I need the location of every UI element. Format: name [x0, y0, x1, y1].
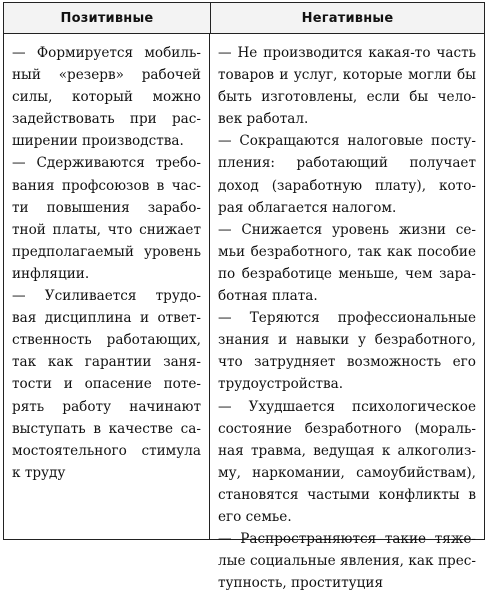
cell-text-line: му, наркомании, самоубийствам), [218, 464, 476, 481]
cell-text-line: ная травма, ведущая к алкоголиз- [218, 442, 476, 459]
cell-text-line: — Не производится какая-то часть [218, 45, 476, 61]
table-header-row [4, 3, 484, 34]
cell-text-line: его семье. [218, 508, 292, 525]
header-positive: Позитивные [4, 3, 211, 33]
cell-text-line: мостоятельного стимула [12, 442, 201, 459]
cell-text-line: знания и навыки у безработного, [218, 332, 476, 349]
consequences-table [3, 2, 485, 592]
table-body-row [4, 34, 484, 592]
cell-text-line: пления: работающий получает [218, 155, 476, 172]
cell-text-line: быть изготовлены, если бы чело- [218, 89, 476, 106]
cell-text-line: что затрудняет возможность его [218, 354, 476, 371]
cell-text-line: рять работу начинают [12, 398, 201, 415]
cell-text-line: предполагаемый уровень [12, 243, 201, 260]
cell-text-line: — Усиливается трудо- [12, 288, 201, 305]
cell-text-line: ти повышения зарабо- [12, 199, 201, 216]
cell-text-line: состояние безработного (мораль- [218, 420, 476, 437]
cell-text-line: задействовать при рас- [12, 111, 201, 128]
cell-text-line: — Снижается уровень жизни се- [218, 221, 476, 238]
cell-text-line: тости и опасение поте- [12, 376, 201, 393]
cell-text-line: мьи безработного, так как пособие [218, 243, 476, 260]
cell-text-line: — Ухудшается психологическое [218, 398, 476, 415]
cell-text-line: — Теряются профессиональные [218, 310, 476, 327]
cell-text-line: выступать в качестве са- [12, 420, 201, 437]
cell-text-line: лые социальные явления, как прес- [218, 553, 476, 570]
header-negative: Негативные [301, 10, 394, 26]
cell-text-line: рая облагается налогом. [218, 199, 397, 216]
cell-text-line: становятся частыми конфликты в [218, 486, 476, 503]
cell-text-line: так как гарантии заня- [12, 354, 201, 371]
cell-text-line: ный «резерв» рабочей [12, 67, 201, 84]
cell-text-line: товаров и услуг, которые могли бы [218, 67, 476, 84]
cell-text-line: ботная плата. [218, 288, 318, 305]
cell-text-line: — Сдерживаются требо- [12, 155, 201, 172]
cell-text-line: трудоустройства. [218, 376, 344, 393]
cell-text-line: вания профсоюзов в час- [12, 177, 201, 194]
cell-text-line: — Формируется мобиль- [12, 45, 201, 61]
cell-text-line: силы, который можно [12, 89, 201, 106]
cell-text-line: — Распространяются такие тяже- [218, 531, 476, 548]
cell-text-line: тной платы, что снижает [12, 221, 201, 238]
cell-text-line: инфляции. [12, 265, 90, 282]
cell-text-line: к труду [12, 464, 66, 481]
cell-text-line: — Сокращаются налоговые посту- [218, 133, 476, 150]
cell-text-line: тупность, проституция [218, 575, 384, 592]
cell-text-line: по безработице меньше, чем зара- [218, 265, 476, 282]
negative-column [210, 34, 484, 592]
cell-text-line: ственность работающих, [12, 332, 201, 349]
cell-text-line: век работал. [218, 111, 309, 128]
cell-text-line: ширении производства. [12, 133, 184, 150]
cell-text-line: доход (заработную плату), кото- [218, 177, 476, 194]
cell-text-line: вая дисциплина и ответ- [12, 310, 201, 327]
positive-column [4, 34, 210, 539]
